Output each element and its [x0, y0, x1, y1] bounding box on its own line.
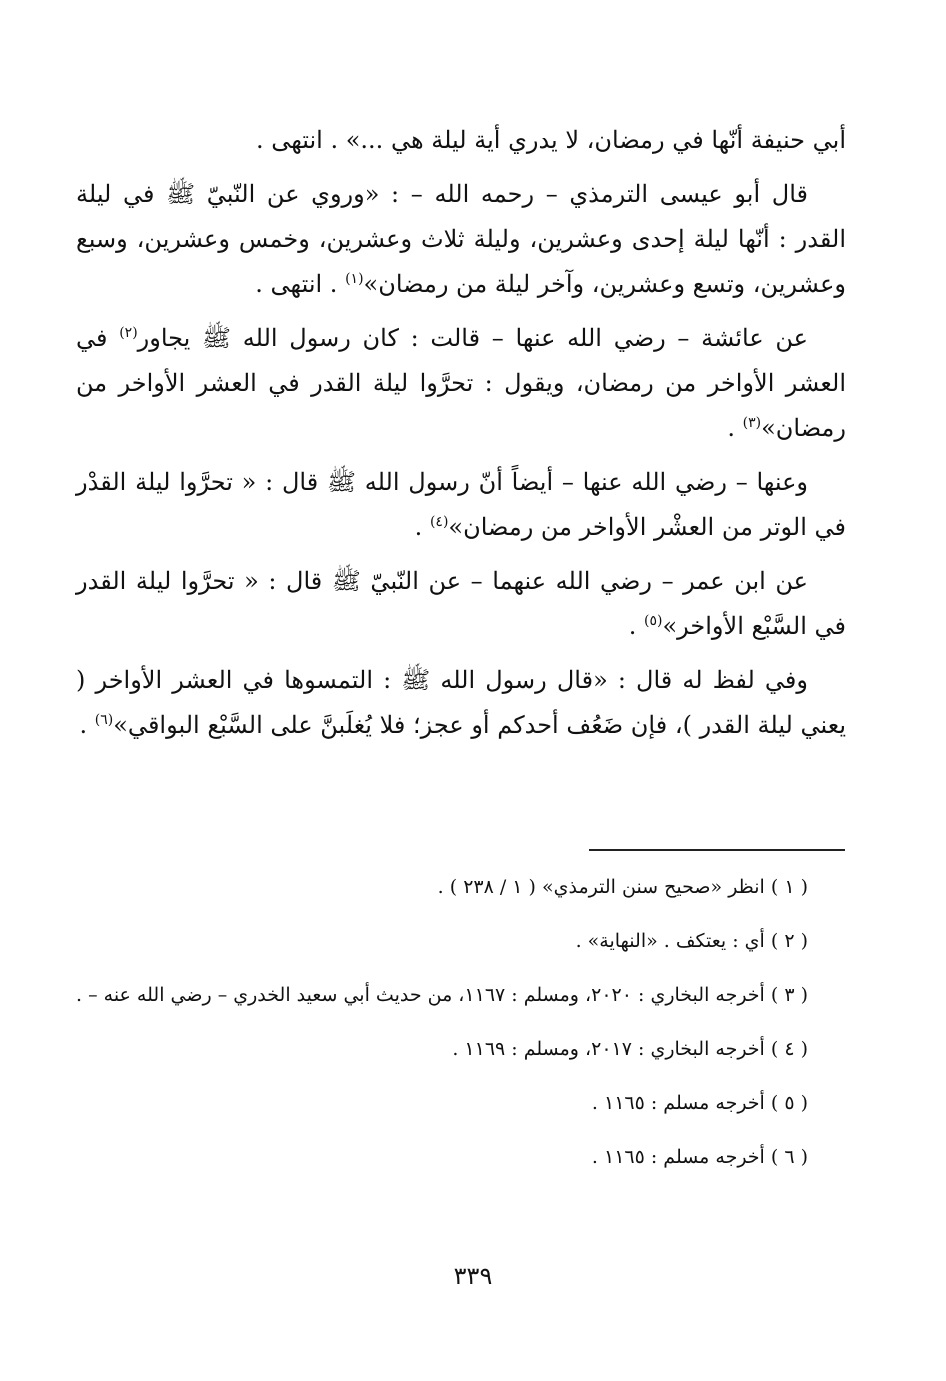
footnote-ref[interactable]: (٢) [119, 325, 138, 341]
footnote-ref[interactable]: (٥) [644, 613, 663, 629]
paragraph-text: أبي حنيفة أنّها في رمضان، لا يدري أية ليلة هي ...» . انتهى . [255, 126, 846, 154]
paragraph-text: عن ابن عمر – رضي الله عنهما – عن النّبيّ ﷺ قال : « تحرَّوا ليلة القدر في السَّبْع الأواخر» [76, 567, 846, 640]
page-number: ٣٣٩ [453, 1262, 493, 1290]
paragraph-aisha-2 [76, 460, 846, 550]
paragraph-continuation [76, 118, 846, 163]
paragraph-ibn-umar [76, 559, 846, 649]
footnotes [76, 868, 846, 1192]
paragraph-text: قال أبو عيسى الترمذي – رحمه الله – : «وروي عن النّبيّ ﷺ في ليلة القدر : أنّها ليلة إحدى وعشرين، وليلة ثلاث وعشرين، وخمس وعشرين، وسبع وعشرين، وتسع وعشرين، وآخر ليلة من رمضان» [76, 180, 846, 298]
footnote-5: ( ٥ ) أخرجه مسلم : ١١٦٥ . [591, 1092, 808, 1114]
paragraph-tail: . انتهى . [255, 270, 346, 298]
paragraph-tail: . [628, 612, 645, 640]
footnote-ref[interactable]: (٣) [742, 415, 762, 431]
footnote-2: ( ٢ ) أي : يعتكف . «النهاية» . [575, 930, 808, 952]
main-text [76, 118, 846, 757]
footnote-3: ( ٣ ) أخرجه البخاري : ٢٠٢٠، ومسلم : ١١٦٧، من حديث أبي سعيد الخدري – رضي الله عنه – . [76, 984, 808, 1006]
footnote-1: ( ١ ) انظر «صحيح سنن الترمذي» ( ١ / ٢٣٨ ) . [437, 876, 808, 898]
paragraph-tail: . [727, 414, 743, 442]
paragraph-tail: . [79, 711, 95, 739]
paragraph-tail: في العشر الأواخر من رمضان، ويقول : تحرَّوا ليلة القدر في العشر الأواخر من رمضان» [76, 324, 846, 442]
footnote-ref[interactable]: (٤) [429, 514, 449, 530]
footnote-ref[interactable]: (٦) [94, 712, 114, 728]
paragraph-tail: . [414, 513, 430, 541]
footnote-4: ( ٤ ) أخرجه البخاري : ٢٠١٧، ومسلم : ١١٦٩ . [452, 1038, 808, 1060]
paragraph-tirmidhi [76, 172, 846, 307]
paragraph-text: وفي لفظ له قال : «قال رسول الله ﷺ : التمسوها في العشر الأواخر ( يعني ليلة القدر )، فإن ضَعُف أحدكم أو عجز؛ فلا يُغلَبنَّ على السَّبْع البواقي» [76, 666, 846, 739]
footnote-ref[interactable]: (١) [345, 271, 364, 287]
paragraph-aisha [76, 316, 846, 451]
paragraph-text: وعنها – رضي الله عنها – أيضاً أنّ رسول الله ﷺ قال : « تحرَّوا ليلة القدْر في الوتر من العشْر الأواخر من رمضان» [76, 468, 846, 541]
paragraph-text: عن عائشة – رضي الله عنها – قالت : كان رسول الله ﷺ يجاور [137, 324, 809, 352]
footnote-6: ( ٦ ) أخرجه مسلم : ١١٦٥ . [591, 1146, 808, 1168]
footnote-divider [589, 849, 845, 851]
paragraph-ibn-umar-2 [76, 658, 846, 748]
